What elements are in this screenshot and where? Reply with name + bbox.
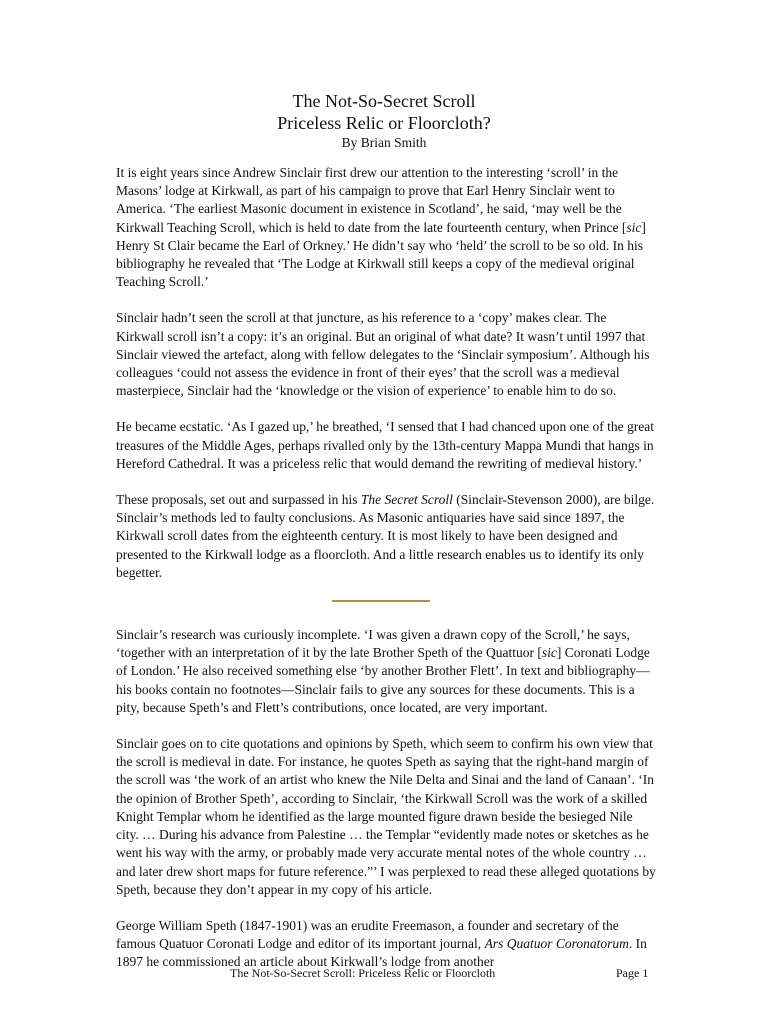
- body-paragraph: [116, 917, 656, 972]
- italic-text: sic: [626, 219, 642, 235]
- body-paragraph: [116, 309, 656, 400]
- italic-text: The Secret Scroll: [360, 492, 453, 508]
- paragraph-text: These proposals, set out and surpassed in his: [116, 492, 361, 508]
- article-title-line-2: Priceless Relic or Floorcloth?: [277, 113, 491, 133]
- italic-text: Ars Quatuor Coronatorum: [484, 936, 629, 952]
- paragraph-text: Sinclair goes on to cite quotations and opinions by Speth, which seem to confirm his own view that the scroll is medieval in date. For instance, he quotes Speth as saying that the right-hand margin of the scroll was ‘the work of an artist who knew the Nile Delta and Sinai and the land of Canaan’. ‘In the opinion of Brother Speth’, according to Sinclair, ‘the Kirkwall Scroll was the work of a skilled Knight Templar whom he identified as the large mounted figure drawn beside the besieged Nile city. … During his advance from Palestine … the Templar “evidently made notes or sketches as he went his way with the army, or probably made very accurate mental notes of the whole country … and later drew short maps for future reference.”’ I was perplexed to read these alleged quotations by Speth, because they don’t appear in my copy of his article.: [116, 736, 656, 897]
- footer-page-number: Page 1: [616, 966, 649, 980]
- paragraph-text: ] Henry St Clair became the Earl of Orkney.’ He didn’t say who ‘held’ the scroll to be so old. In his bibliography he revealed that ‘The Lodge at Kirkwall still keeps a copy of the medieval original Teaching Scroll.’: [116, 219, 646, 290]
- paragraph-text: He became ecstatic. ‘As I gazed up,’ he breathed, ‘I sensed that I had chanced upon one of the great treasures of the Middle Ages, perhaps rivalled only by the 13th-century Mappa Mundi that hangs in Hereford Cathedral. It was a priceless relic that would demand the rewriting of medieval history.’: [116, 419, 655, 471]
- body-paragraph: [116, 418, 656, 473]
- paragraph-text: . In 1897 he commissioned an article about Kirkwall’s lodge from another: [116, 936, 647, 970]
- article-header: [0, 90, 768, 152]
- paragraph-text: It is eight years since Andrew Sinclair first drew our attention to the interesting ‘scroll’ in the Masons’ lodge at Kirkwall, as part of his campaign to prove that Earl Henry Sinclair went to America. ‘The earliest Masonic document in existence in Scotland’, he said, ‘may well be the Kirkwall Teaching Scroll, which is held to date from the late fourteenth century, when Prince [: [116, 165, 627, 235]
- paragraph-text: (Sinclair-Stevenson 2000), are bilge. Sinclair’s methods led to faulty conclusions. As Masonic antiquaries have said since 1897, the Kirkwall scroll dates from the eighteenth century. It is most likely to have been designed and presented to the Kirkwall lodge as a floorcloth. And a little research enables us to identify its only begetter.: [116, 492, 655, 580]
- paragraph-text: Sinclair’s research was curiously incomplete. ‘I was given a drawn copy of the Scroll,’ he says, ‘together with an interpretation of it by the late Brother Speth of the Quattuor [: [116, 627, 630, 661]
- article-title-line-1: The Not-So-Secret Scroll: [292, 91, 476, 111]
- footer-title: The Not-So-Secret Scroll: Priceless Relic or Floorcloth: [230, 966, 496, 980]
- paragraph-text: George William Speth (1847-1901) was an erudite Freemason, a founder and secretary of the famous Quatuor Coronati Lodge and editor of its important journal,: [116, 917, 619, 952]
- paragraph-text: Sinclair hadn’t seen the scroll at that juncture, as his reference to a ‘copy’ makes clear. The Kirkwall scroll isn’t a copy: it’s an original. But an original of what date? It wasn’t until 1997 that Sinclair viewed the artefact, along with fellow delegates to the ‘Sinclair symposium’. Although his colleagues ‘could not assess the evidence in front of their eyes’ that the scroll was a medieval masterpiece, Sinclair had the ‘knowledge or the vision of experience’ to enable him to do so.: [116, 310, 650, 399]
- article-byline: By Brian Smith: [341, 135, 427, 150]
- body-paragraph: [116, 491, 656, 582]
- body-paragraph: [116, 164, 656, 291]
- italic-text: sic: [541, 645, 557, 661]
- paragraph-text: ] Coronati Lodge of London.’ He also received something else ‘by another Brother Flett’. In text and bibliography—his books contain no footnotes—Sinclair fails to give any sources for these documents. This is a pity, because Speth’s and Flett’s contributions, once located, are very important.: [116, 645, 650, 715]
- body-paragraph: [116, 735, 656, 899]
- body-paragraph: [116, 626, 656, 717]
- section-divider: [332, 600, 430, 602]
- article-body: [116, 164, 656, 990]
